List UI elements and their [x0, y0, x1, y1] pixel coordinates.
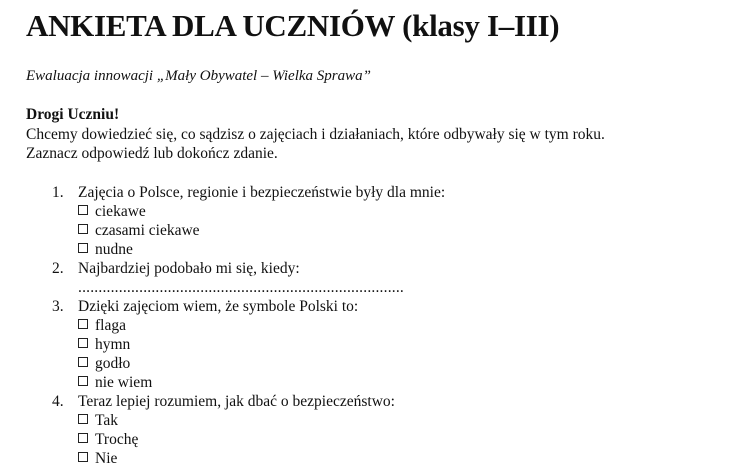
question-text: Teraz lepiej rozumiem, jak dbać o bezpieczeństwo:	[78, 393, 395, 410]
question-number: 3.	[52, 298, 64, 315]
question-3	[52, 297, 445, 392]
checkbox-icon[interactable]	[78, 452, 88, 462]
option-label: Trochę	[95, 431, 139, 448]
checkbox-icon[interactable]	[78, 414, 88, 424]
option-label: hymn	[95, 336, 131, 353]
checkbox-icon[interactable]	[78, 376, 88, 386]
question-4	[52, 392, 445, 468]
option-label: Nie	[95, 450, 118, 467]
page-subtitle: Ewaluacja innowacji „Mały Obywatel – Wielka Sprawa”	[26, 68, 371, 84]
checkbox-icon[interactable]	[78, 205, 88, 215]
option-label: nie wiem	[95, 374, 153, 391]
intro-text	[26, 125, 605, 163]
checkbox-icon[interactable]	[78, 224, 88, 234]
option-checkbox[interactable]	[78, 316, 445, 335]
option-label: czasami ciekawe	[95, 222, 200, 239]
checkbox-icon[interactable]	[78, 433, 88, 443]
option-label: godło	[95, 355, 131, 372]
option-checkbox[interactable]	[78, 202, 445, 221]
answer-line[interactable]: ................................................................................	[78, 279, 404, 296]
page-title: ANKIETA DLA UCZNIÓW (klasy I–III)	[26, 8, 560, 43]
question-text: Dzięki zajęciom wiem, że symbole Polski to:	[78, 298, 359, 315]
option-checkbox[interactable]	[78, 430, 445, 449]
option-checkbox[interactable]	[78, 240, 445, 259]
option-label: Tak	[95, 412, 119, 429]
intro-line: Zaznacz odpowiedź lub dokończ zdanie.	[26, 145, 278, 162]
checkbox-icon[interactable]	[78, 319, 88, 329]
intro-line: Chcemy dowiedzieć się, co sądzisz o zajęciach i działaniach, które odbywały się w tym roku.	[26, 126, 605, 143]
option-label: nudne	[95, 241, 133, 258]
option-checkbox[interactable]	[78, 411, 445, 430]
question-text: Najbardziej podobało mi się, kiedy:	[78, 260, 300, 277]
checkbox-icon[interactable]	[78, 243, 88, 253]
question-text: Zajęcia o Polsce, regionie i bezpieczeństwie były dla mnie:	[78, 184, 446, 201]
option-checkbox[interactable]	[78, 373, 445, 392]
checkbox-icon[interactable]	[78, 357, 88, 367]
greeting: Drogi Uczniu!	[26, 106, 120, 123]
question-number: 1.	[52, 184, 64, 201]
option-label: flaga	[95, 317, 126, 334]
question-2	[52, 259, 445, 297]
question-number: 2.	[52, 260, 64, 277]
checkbox-icon[interactable]	[78, 338, 88, 348]
question-1	[52, 183, 445, 259]
option-checkbox[interactable]	[78, 335, 445, 354]
option-label: ciekawe	[95, 203, 146, 220]
question-list	[52, 183, 445, 468]
option-checkbox[interactable]	[78, 221, 445, 240]
question-number: 4.	[52, 393, 64, 410]
option-checkbox[interactable]	[78, 354, 445, 373]
option-checkbox[interactable]	[78, 449, 445, 468]
